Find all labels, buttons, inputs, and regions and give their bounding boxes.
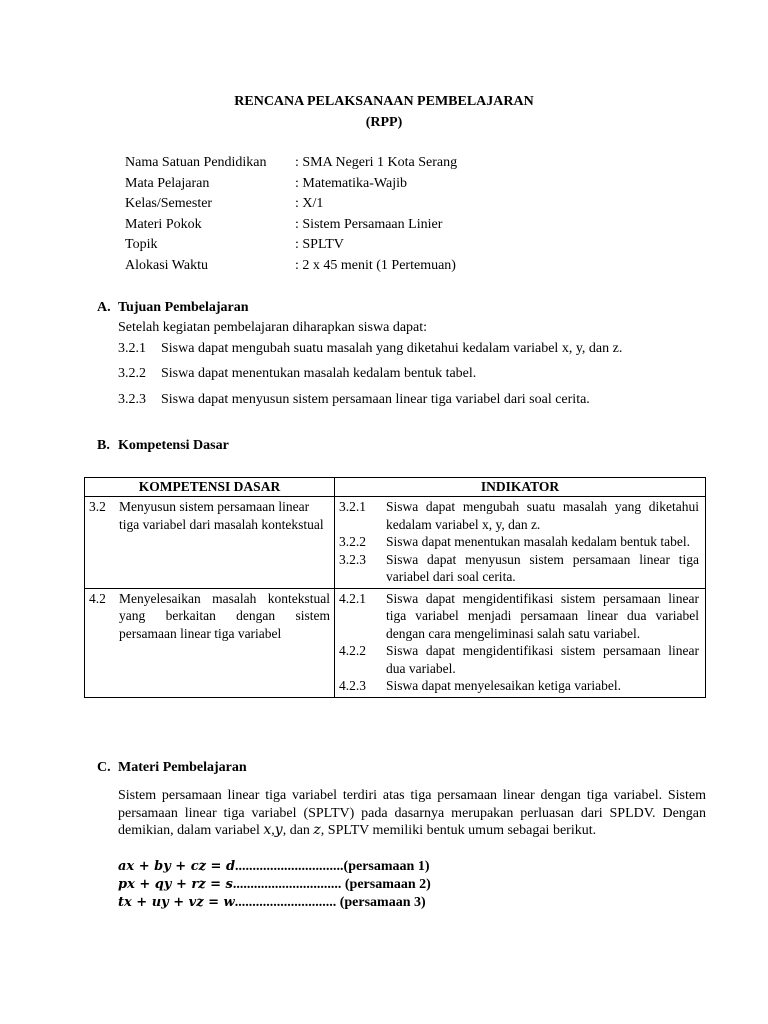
indicator-item — [339, 498, 699, 533]
document-subtitle: (RPP) — [365, 115, 403, 130]
kd-number: 3.2 — [89, 499, 106, 514]
identity-label: Alokasi Waktu — [125, 258, 208, 273]
indicator-cell — [335, 588, 706, 697]
table-row — [85, 497, 706, 589]
indicator-item — [339, 533, 699, 551]
equation-label: ...............................(persamaan 1) — [235, 859, 430, 874]
equation-line — [118, 877, 431, 893]
section-title: Tujuan Pembelajaran — [118, 300, 249, 315]
objective-number: 3.2.2 — [118, 366, 146, 381]
indicator-item — [339, 677, 699, 695]
section-a-intro: Setelah kegiatan pembelajaran diharapkan siswa dapat: — [118, 320, 428, 335]
indicator-text: Siswa dapat mengidentifikasi sistem persamaan linear tiga variabel menjadi persamaan linear dua variabel dengan cara mengeliminasi salah satu variabel. — [386, 590, 699, 641]
indicator-number: 4.2.2 — [339, 643, 366, 658]
document-title: RENCANA PELAKSANAAN PEMBELAJARAN — [234, 94, 534, 109]
section-c-heading — [97, 760, 247, 776]
materi-paragraph: Sistem persamaan linear tiga variabel terdiri atas tiga persamaan linear dengan tiga variabel. Sistem persamaan linear tiga variabel (SPLTV) pada dasarnya merupakan perluasan dari SPLDV. Dengan demikian, dalam variabel 𝑥,𝑦, dan 𝑧, SPLTV memiliki bentuk umum sebagai berikut. — [118, 788, 706, 838]
indicator-text: Siswa dapat menyelesaikan ketiga variabel. — [386, 678, 622, 693]
identity-value: : Matematika-Wajib — [295, 176, 407, 191]
identity-value: : SMA Negeri 1 Kota Serang — [295, 155, 458, 170]
competency-table — [84, 477, 706, 698]
identity-value: : SPLTV — [295, 237, 344, 252]
equation-math: tx + uy + vz = w — [118, 895, 235, 910]
indicator-number: 4.2.1 — [339, 590, 366, 606]
section-a-heading — [97, 300, 249, 316]
indicator-item — [339, 642, 699, 677]
kd-number: 4.2 — [89, 590, 106, 606]
identity-label: Topik — [125, 237, 158, 252]
objective-number: 3.2.1 — [118, 341, 146, 356]
identity-value: : 2 x 45 menit (1 Pertemuan) — [295, 258, 456, 273]
indicator-number: 3.2.2 — [339, 534, 366, 549]
equation-math: px + qy + rz = s — [118, 877, 233, 892]
kd-text: Menyelesaikan masalah kontekstual yang berkaitan dengan sistem persamaan linear tiga variabel — [119, 590, 330, 641]
table-row — [85, 588, 706, 697]
identity-value: : Sistem Persamaan Linier — [295, 217, 443, 232]
kd-cell — [85, 588, 335, 697]
indicator-item — [339, 590, 699, 643]
indicator-number: 3.2.3 — [339, 551, 366, 567]
section-letter: A. — [97, 300, 111, 315]
equation-label: ............................... (persamaan 2) — [232, 877, 431, 892]
objective-number: 3.2.3 — [118, 392, 146, 407]
indicator-cell — [335, 497, 706, 589]
objective-text: Siswa dapat mengubah suatu masalah yang diketahui kedalam variabel x, y, dan z. — [161, 341, 623, 356]
equation-label: ............................. (persamaan 3) — [234, 895, 426, 910]
column-header-kompetensi: KOMPETENSI DASAR — [85, 478, 335, 497]
section-letter: B. — [97, 438, 110, 453]
kd-text: Menyusun sistem persamaan linear tiga variabel dari masalah kontekstual — [119, 499, 324, 532]
indicator-number: 4.2.3 — [339, 678, 366, 693]
section-title: Kompetensi Dasar — [118, 438, 229, 453]
indicator-item — [339, 551, 699, 586]
section-b-heading — [97, 438, 229, 454]
column-header-indikator: INDIKATOR — [335, 478, 706, 497]
indicator-text: Siswa dapat mengubah suatu masalah yang diketahui kedalam variabel x, y, dan z. — [386, 499, 699, 532]
equation-math: ax + by + cz = d — [118, 859, 236, 874]
equation-line — [118, 859, 429, 875]
identity-value: : X/1 — [295, 196, 324, 211]
indicator-text: Siswa dapat menyusun sistem persamaan linear tiga variabel dari soal cerita. — [386, 551, 699, 584]
indicator-text: Siswa dapat mengidentifikasi sistem persamaan linear dua variabel. — [386, 643, 699, 676]
identity-label: Kelas/Semester — [125, 196, 213, 211]
identity-label: Nama Satuan Pendidikan — [125, 155, 267, 170]
section-letter: C. — [97, 760, 111, 775]
identity-label: Mata Pelajaran — [125, 176, 210, 191]
table-header-row — [85, 478, 706, 497]
objective-text: Siswa dapat menentukan masalah kedalam bentuk tabel. — [161, 366, 477, 381]
kd-cell — [85, 497, 335, 589]
indicator-number: 3.2.1 — [339, 499, 366, 514]
identity-label: Materi Pokok — [125, 217, 202, 232]
objective-text: Siswa dapat menyusun sistem persamaan linear tiga variabel dari soal cerita. — [161, 392, 590, 407]
section-title: Materi Pembelajaran — [118, 760, 247, 775]
indicator-text: Siswa dapat menentukan masalah kedalam bentuk tabel. — [386, 534, 691, 549]
equation-line — [118, 895, 426, 911]
